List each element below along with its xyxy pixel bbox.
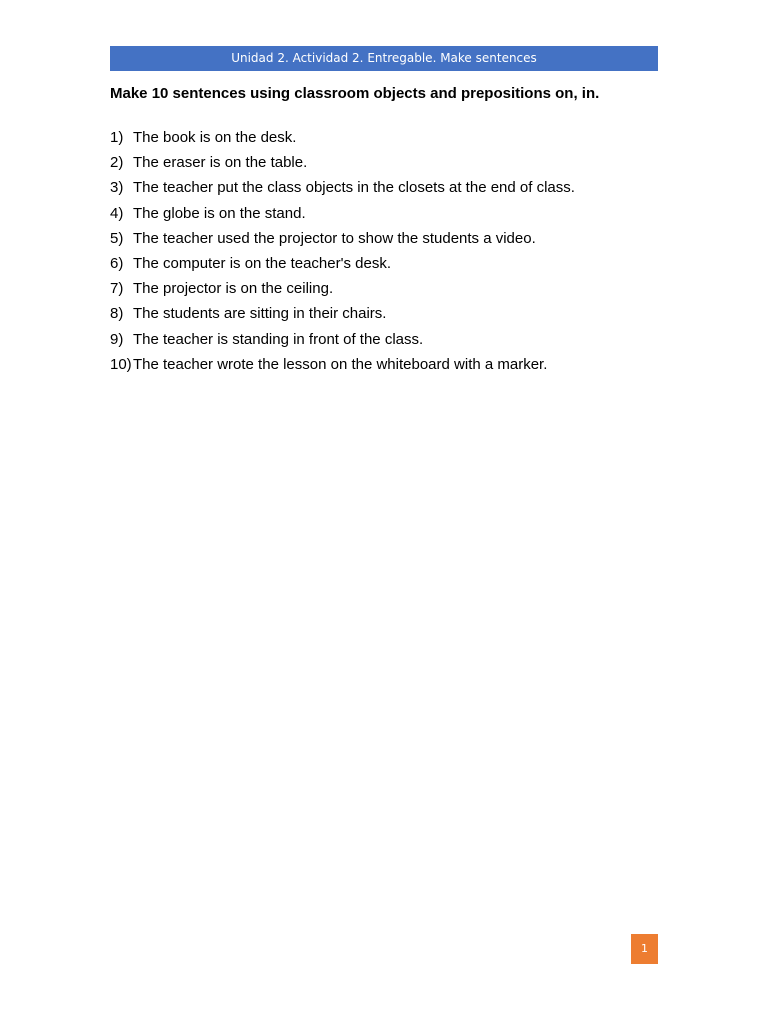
list-item <box>110 254 670 279</box>
list-item <box>110 204 670 229</box>
list-item <box>110 330 670 355</box>
document-header: Unidad 2. Actividad 2. Entregable. Make sentences <box>110 46 658 71</box>
list-item-number: 3) <box>110 179 124 197</box>
list-item <box>110 304 670 329</box>
list-item-number: 9) <box>110 330 124 348</box>
list-item-number: 1) <box>110 129 124 146</box>
list-item-number: 7) <box>110 280 124 298</box>
list-item <box>110 178 670 203</box>
list-item-number: 10) <box>110 355 132 373</box>
list-item-text: The teacher is standing in front of the class. <box>133 330 424 348</box>
list-item-number: 6) <box>110 254 124 272</box>
list-item <box>110 229 670 254</box>
list-item-text: The globe is on the stand. <box>133 204 306 222</box>
list-item-text: The eraser is on the table. <box>133 154 308 172</box>
list-item <box>110 279 670 304</box>
list-item <box>110 128 670 153</box>
sentence-list <box>110 128 670 380</box>
page-number-badge: 1 <box>631 934 658 964</box>
list-item-text: The projector is on the ceiling. <box>133 280 334 298</box>
list-item-text: The book is on the desk. <box>133 129 297 146</box>
list-item-number: 4) <box>110 204 124 222</box>
list-item-number: 8) <box>110 305 124 323</box>
instruction-heading: Make 10 sentences using classroom objects and prepositions on, in. <box>110 85 600 102</box>
list-item-number: 2) <box>110 154 124 172</box>
list-item <box>110 355 670 380</box>
list-item-text: The teacher put the class objects in the closets at the end of class. <box>133 179 575 197</box>
list-item-text: The computer is on the teacher's desk. <box>133 254 391 272</box>
list-item-text: The teacher wrote the lesson on the whiteboard with a marker. <box>133 355 548 373</box>
list-item <box>110 153 670 178</box>
list-item-text: The teacher used the projector to show the students a video. <box>133 229 536 247</box>
list-item-text: The students are sitting in their chairs. <box>133 305 387 323</box>
list-item-number: 5) <box>110 229 124 247</box>
